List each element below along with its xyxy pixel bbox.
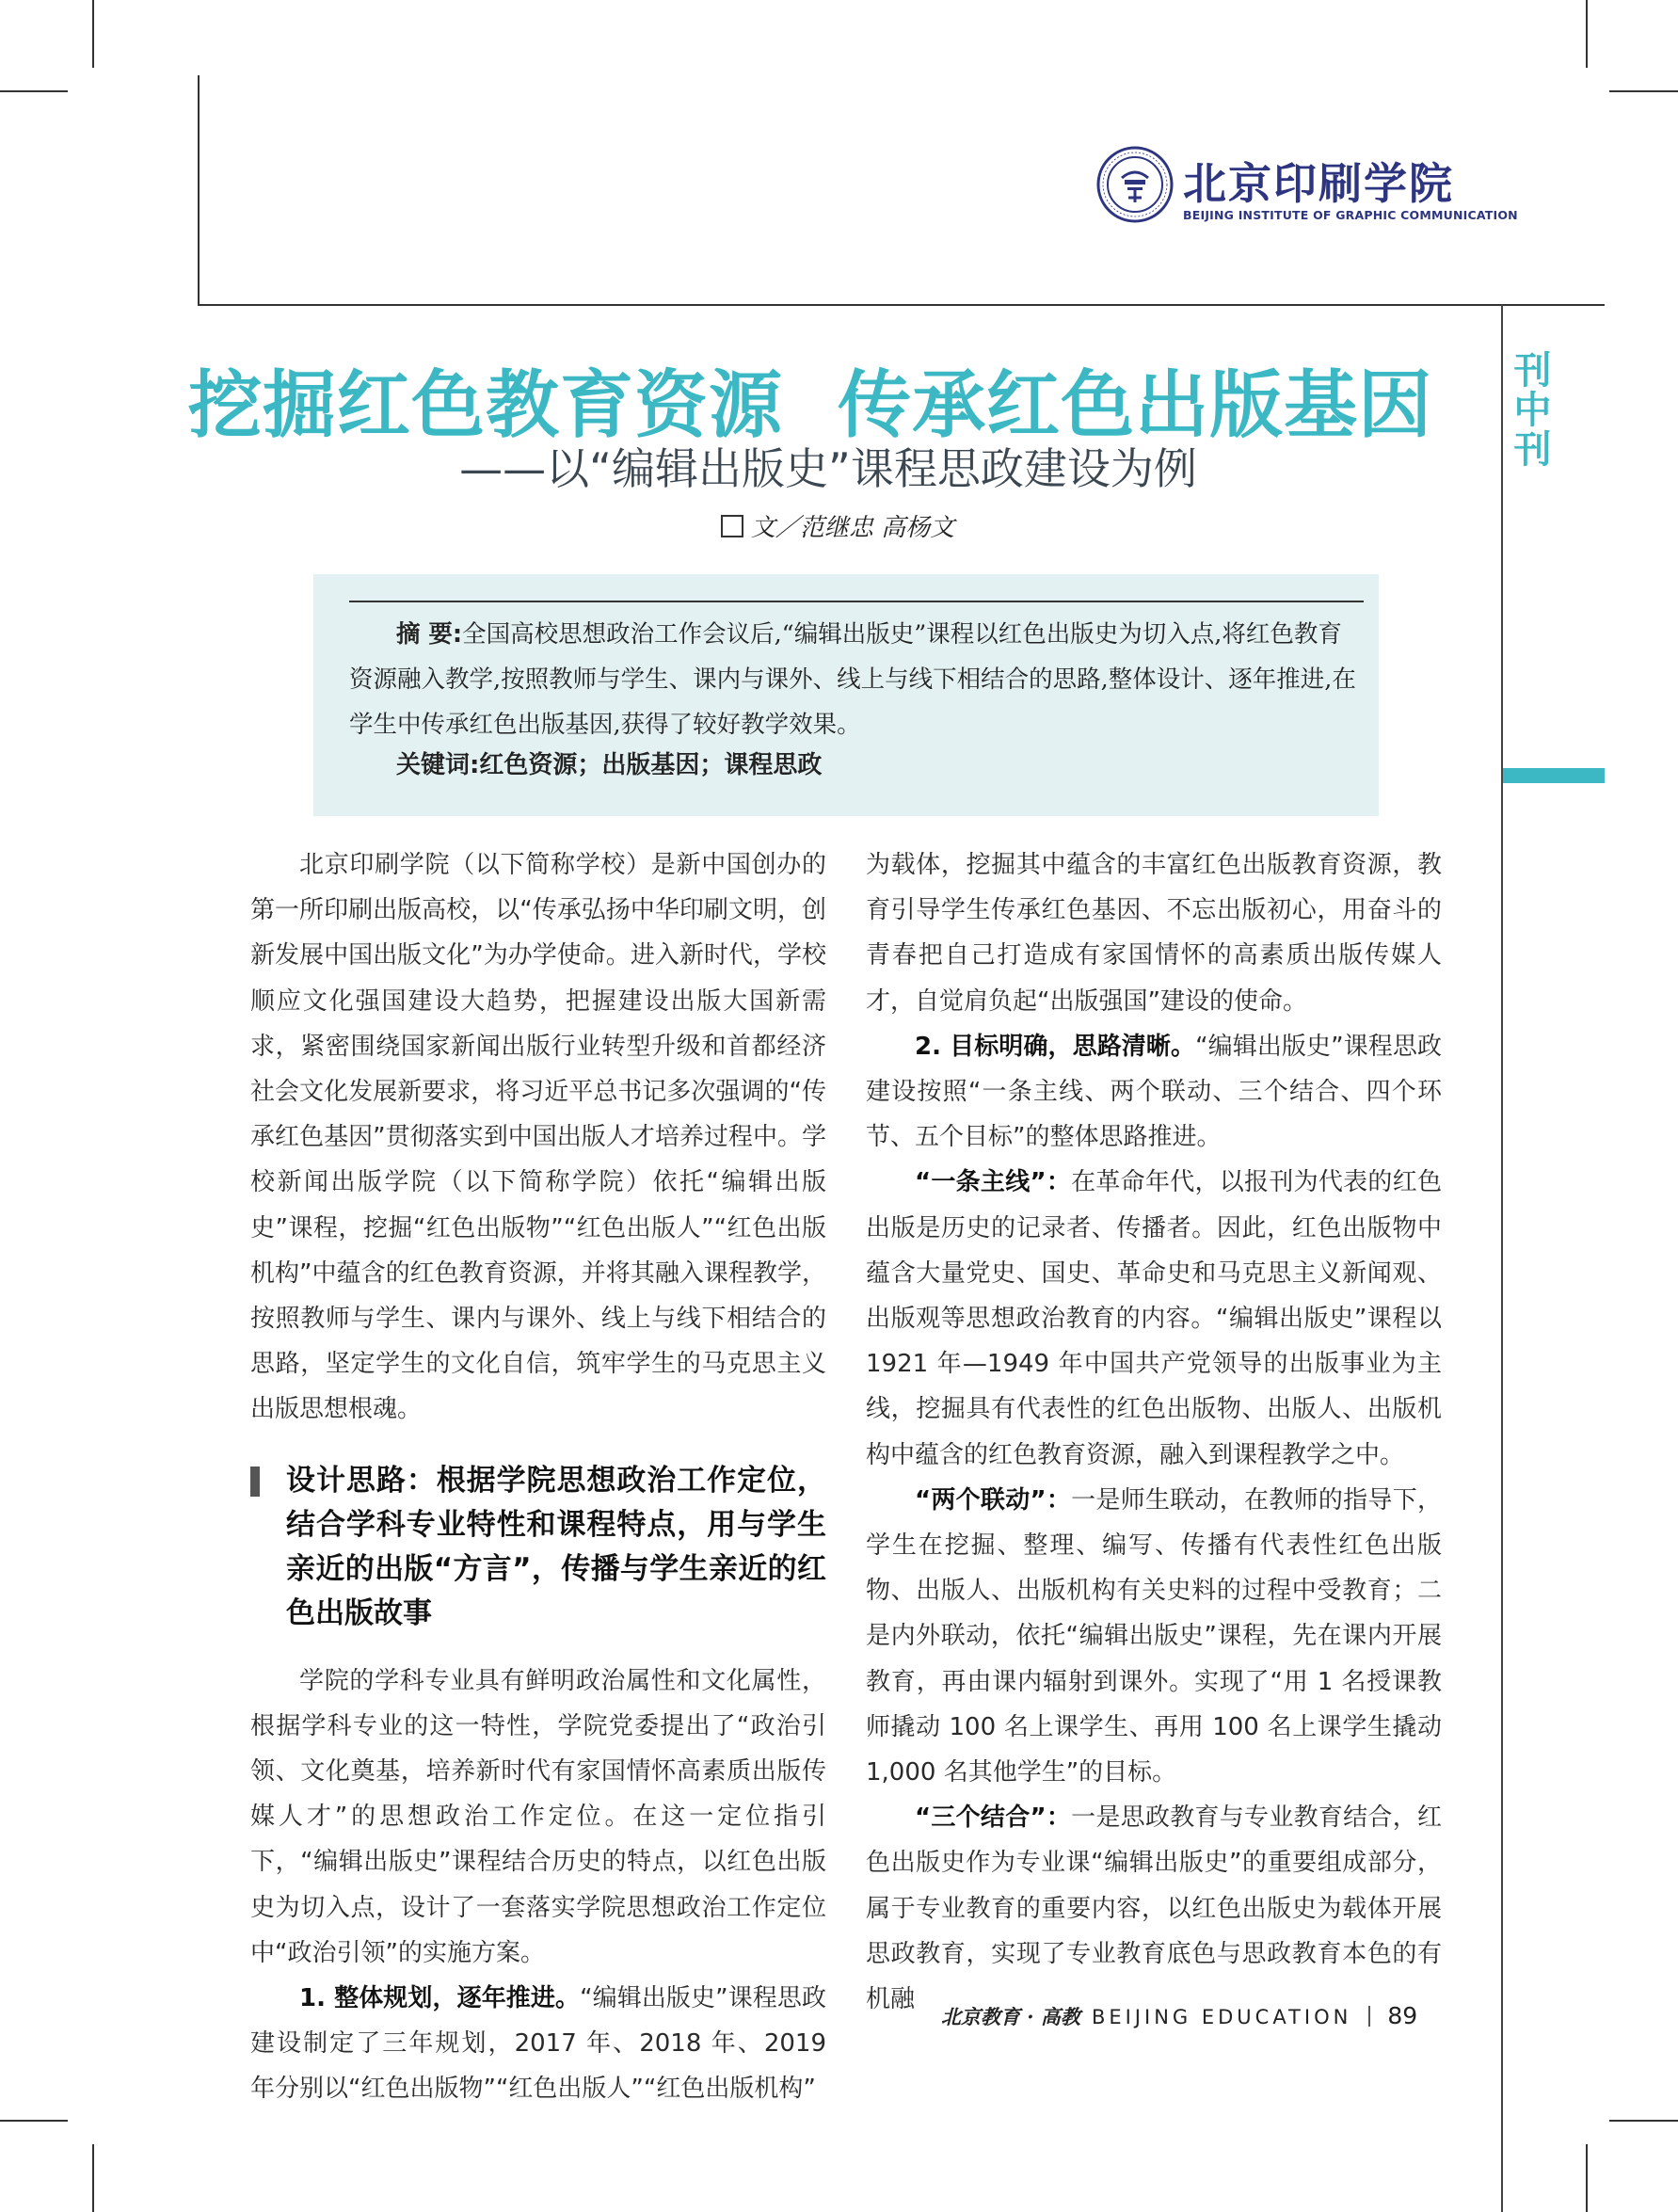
abstract-body: 全国高校思想政治工作会议后,“编辑出版史”课程以红色出版史为切入点,将红色教育资源融入教学,按照教师与学生、课内与课外、线上与线下相结合的思路,整体设计、逐年推进,在学生中传承红色出版基因,获得了较好教学效果。 [349,620,1356,739]
header-rule-vertical [198,75,200,306]
byline-box-icon [721,515,743,537]
abstract-text [349,612,1364,747]
footer-journal-name: BEIJING EDUCATION [1091,2006,1352,2028]
paragraph [250,1976,826,2112]
paragraph: 为载体，挖掘其中蕴含的丰富红色出版教育资源，教育引导学生传承红色基因、不忘出版初心，用奋斗的青春把自己打造成有家国情怀的高素质出版传媒人才，自觉肩负起“出版强国”建设的使命。 [866,851,1442,1016]
article-subtitle: ——以“编辑出版史”课程思政建设为例 [459,443,1197,494]
paragraph-lead: 2. 目标明确，思路清晰。 [915,1032,1196,1061]
paragraph-lead: “三个结合”： [915,1803,1072,1833]
heading-marker [250,1467,260,1497]
section-heading [250,1459,826,1636]
paragraph: 学院的学科专业具有鲜明政治属性和文化属性，根据学科专业的这一特性，学院党委提出了“政治引领、文化奠基，培养新时代有家国情怀高素质出版传媒人才”的思想政治工作定位。在这一定位指引下，“编辑出版史”课程结合历史的特点，以红色出版史为切入点，设计了一套落实学院思想政治工作定位中“政治引领”的实施方案。 [250,1666,826,1967]
paragraph-body: 在革命年代，以报刊为代表的红色出版是历史的记录者、传播者。因此，红色出版物中蕴含大量党史、国史、革命史和马克思主义新闻观、出版观等思想政治教育的内容。“编辑出版史”课程以 1921 年—1949 年中国共产党领导的出版事业为主线，挖掘具有代表性的红色出版物、出版人、出版机构中蕴含的红色教育资源，融入到课程教学之中。 [866,1168,1442,1469]
page-footer [941,2002,1454,2040]
paragraph [866,1024,1442,1161]
paragraph-body: 一是思政教育与专业教育结合，红色出版史作为专业课“编辑出版史”的重要组成部分，属于专业教育的重要内容，以红色出版史为载体开展思政教育，实现了专业教育底色与思政教育本色的有机融 [866,1803,1442,2014]
crop-mark [1586,2144,1588,2212]
crop-mark [92,0,94,68]
footer-separator [1368,2006,1370,2027]
abstract-box [313,574,1379,816]
right-column [866,842,1442,2022]
paragraph-body: “编辑出版史”课程思政建设制定了三年规划，2017 年、2018 年、2019 年分别以“红色出版物”“红色出版人”“红色出版机构” [250,1984,826,2104]
article-title: 挖掘红色教育资源 传承红色出版基因 [188,363,1433,448]
university-seal-icon [1096,146,1174,223]
crop-mark [1586,0,1588,68]
paragraph: 北京印刷学院（以下简称学校）是新中国创办的第一所印刷出版高校，以“传承弘扬中华印刷文明，创新发展中国出版文化”为办学使命。进入新时代，学校顺应文化强国建设大趋势，把握建设出版大国新需求，紧密围绕国家新闻出版行业转型升级和首都经济社会文化发展新要求，将习近平总书记多次强调的“传承红色基因”贯彻落实到中国出版人才培养过程中。学校新闻出版学院（以下简称学院）依托“编辑出版史”课程，挖掘“红色出版物”“红色出版人”“红色出版机构”中蕴含的红色教育资源，并将其融入课程教学，按照教师与学生、课内与课外、线上与线下相结合的思路，坚定学生的文化自信，筑牢学生的马克思主义出版思想根魂。 [250,851,826,1424]
crop-mark [0,2120,68,2122]
paragraph [866,1478,1442,1795]
logo-chinese-name: 北京印刷学院 [1183,158,1454,209]
abstract-top-rule [349,601,1364,602]
margin-rule [1501,304,1503,2212]
crop-mark [1609,90,1678,92]
crop-mark [1609,2120,1678,2122]
section-heading-text: 设计思路：根据学院思想政治工作定位，结合学科专业特性和课程特点，用与学生亲近的出版“方言”，传播与学生亲近的红色出版故事 [286,1463,826,1630]
paragraph-lead: 1. 整体规划，逐年推进。 [299,1984,581,2013]
paragraph [866,1795,1442,2022]
paragraph-lead: “两个联动”： [915,1485,1072,1515]
footer-brand: 北京教育 · 高教 [941,2005,1080,2028]
section-accent-bar [1503,768,1605,783]
keywords: 关键词:红色资源；出版基因；课程思政 [396,751,823,779]
paragraph-lead: “一条主线”： [915,1168,1072,1197]
byline-text: 文／范继忠 高杨文 [750,514,955,542]
paragraph-body: 一是师生联动，在教师的指导下，学生在挖掘、整理、编写、传播有代表性红色出版物、出版人、出版机构有关史料的过程中受教育；二是内外联动，依托“编辑出版史”课程，先在课内开展教育，再由课内辐射到课外。实现了“用 1 名授课教师撬动 100 名上课学生、再用 100 名上课学生撬动 1,000 名其他学生”的目标。 [866,1485,1442,1787]
paragraph-body: “编辑出版史”课程思政建设按照“一条主线、两个联动、三个结合、四个环节、五个目标”的整体思路推进。 [866,1032,1442,1152]
byline [659,508,1016,543]
crop-mark [0,90,68,92]
header-rule-horizontal [198,304,1605,306]
logo-english-name: BEIJING INSTITUTE OF GRAPHIC COMMUNICATION [1183,208,1518,222]
university-logo [1096,146,1518,231]
left-column [250,842,826,2112]
section-label: 刊中刊 [1508,350,1551,469]
crop-mark [92,2144,94,2212]
paragraph [866,1160,1442,1477]
abstract-label: 摘 要: [396,620,463,649]
page-number: 89 [1387,2002,1418,2029]
